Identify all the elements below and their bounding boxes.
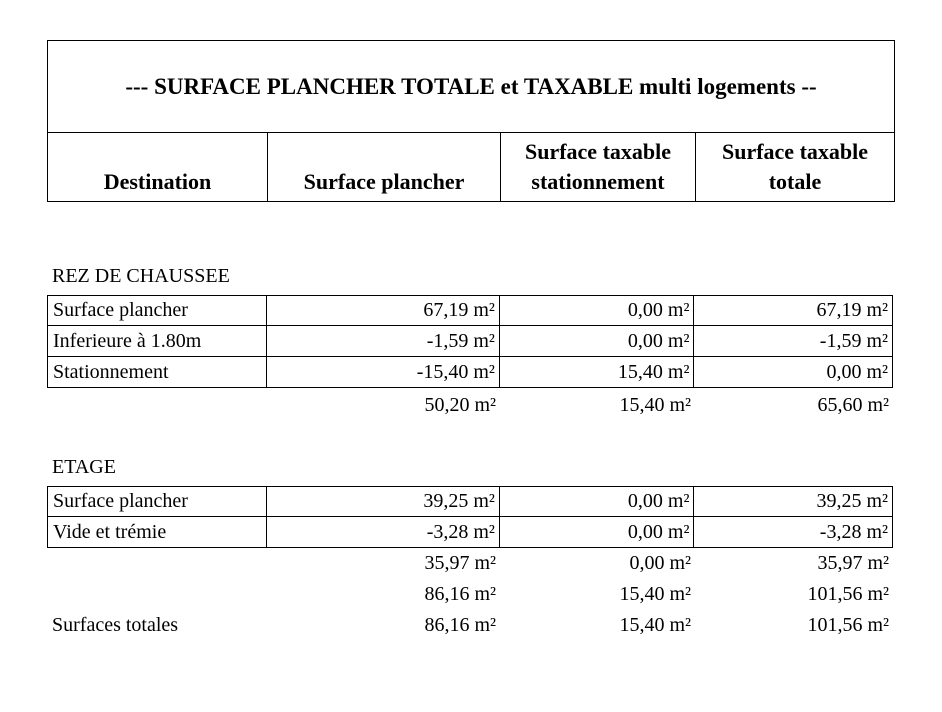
subtotal-row xyxy=(47,548,893,579)
cell-totale: 65,60 m² xyxy=(817,394,889,416)
cell-stationnement: 15,40 m² xyxy=(500,357,695,387)
etage-table xyxy=(47,486,893,548)
table-row xyxy=(47,357,893,388)
table-header-row xyxy=(47,132,895,202)
cell-plancher: 86,16 m² xyxy=(424,583,496,605)
cell-totale: -3,28 m² xyxy=(819,520,889,543)
rdc-table xyxy=(47,295,893,388)
cell-stationnement: 0,00 m² xyxy=(500,517,695,547)
cell-totale: 39,25 m² xyxy=(816,490,889,512)
row-label xyxy=(47,579,267,610)
header-taxable-stationnement: Surface taxable stationnement xyxy=(501,133,696,201)
cumul-row xyxy=(47,579,893,610)
table-row xyxy=(47,517,893,548)
etage-subtotal xyxy=(47,548,893,641)
table-row xyxy=(47,295,893,326)
cell-totale: 0,00 m² xyxy=(826,360,889,383)
section-title-rdc: REZ DE CHAUSSEE xyxy=(52,265,230,287)
cell-totale: 101,56 m² xyxy=(807,583,889,605)
table-row xyxy=(47,326,893,357)
row-label: Vide et trémie xyxy=(48,517,267,547)
row-label: Surfaces totales xyxy=(52,614,179,636)
table-row xyxy=(47,486,893,517)
section-title-etage: ETAGE xyxy=(52,456,116,478)
row-label: Stationnement xyxy=(48,357,267,387)
row-label xyxy=(47,390,267,421)
cell-totale: 67,19 m² xyxy=(816,299,889,321)
header-destination: Destination xyxy=(48,133,268,201)
cell-plancher: 35,97 m² xyxy=(424,552,496,574)
cell-totale: 101,56 m² xyxy=(807,614,889,636)
cell-plancher: 67,19 m² xyxy=(267,296,499,325)
cell-stationnement: 15,40 m² xyxy=(619,614,691,636)
cell-stationnement: 0,00 m² xyxy=(500,296,695,325)
cell-plancher: -1,59 m² xyxy=(267,326,499,356)
row-label: Surface plancher xyxy=(48,296,267,325)
row-label: Inferieure à 1.80m xyxy=(48,326,267,356)
header-taxable-totale: Surface taxable totale xyxy=(721,139,869,194)
cell-totale: -1,59 m² xyxy=(819,329,889,352)
document-title: --- SURFACE PLANCHER TOTALE et TAXABLE multi logements -- xyxy=(47,40,895,133)
cell-stationnement: 0,00 m² xyxy=(629,552,691,574)
cell-totale: 35,97 m² xyxy=(817,552,889,574)
cell-plancher: -3,28 m² xyxy=(267,517,499,547)
header-surface-plancher: Surface plancher xyxy=(268,133,501,201)
cell-plancher: 39,25 m² xyxy=(267,487,499,516)
totals-row xyxy=(47,610,893,641)
cell-plancher: -15,40 m² xyxy=(267,357,499,387)
row-label: Surface plancher xyxy=(48,487,267,516)
cell-stationnement: 15,40 m² xyxy=(619,583,691,605)
subtotal-row xyxy=(47,390,893,421)
cell-stationnement: 0,00 m² xyxy=(500,326,695,356)
cell-plancher: 86,16 m² xyxy=(424,614,496,636)
rdc-subtotal xyxy=(47,390,893,421)
cell-stationnement: 15,40 m² xyxy=(619,394,691,416)
cell-plancher: 50,20 m² xyxy=(424,394,496,416)
cell-stationnement: 0,00 m² xyxy=(500,487,695,516)
row-label xyxy=(47,548,267,579)
